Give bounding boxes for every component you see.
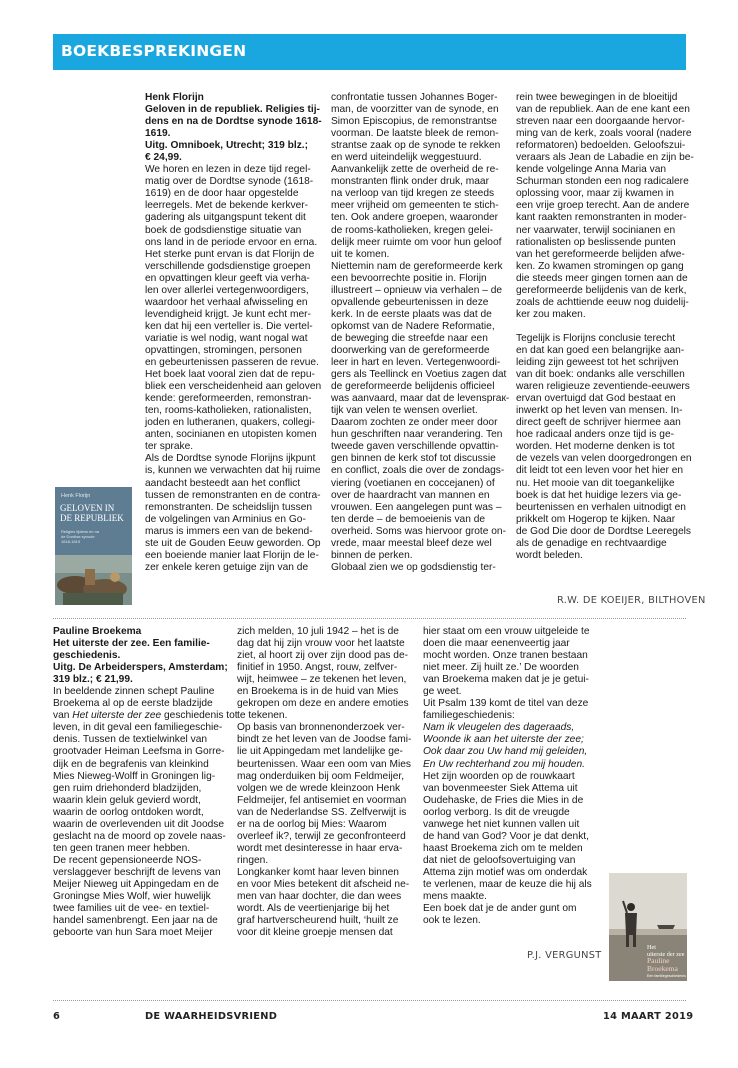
text-line: kende volgelinge Anna Maria van xyxy=(516,164,667,176)
text-line: denis. Tussen de textielwinkel van xyxy=(53,734,208,746)
text-line: gekropen om deze en andere emoties xyxy=(237,698,409,710)
text-line: wordt met desinteresse in haar erva- xyxy=(237,842,403,854)
cover-title xyxy=(60,503,124,523)
text-line: Broekema al op de eerste bladzijde xyxy=(53,698,213,710)
text-line: hier staat om een vrouw uitgeleide te xyxy=(423,626,590,637)
text-line: wordt. Als de veertienjarige bij het xyxy=(237,903,390,915)
text-line: remonstranten. De scheidslijn tussen xyxy=(145,501,313,513)
section-title: BOEKBESPREKINGEN xyxy=(61,42,247,60)
text-line: ker zou maken. xyxy=(516,308,586,320)
text-line: zer enkele keren getuige zijn van de xyxy=(145,561,309,573)
text-line: Schurman stonden een nog radicalere xyxy=(516,176,689,188)
text-line: de hand van God? Voor je dat denkt, xyxy=(423,830,589,842)
text-line: waarin klein geluk gevierd wordt, xyxy=(53,794,201,806)
text-line: Longkanker komt haar leven binnen xyxy=(237,866,399,878)
text-line: overleef ik?, terwijl ze geconfronteerd xyxy=(237,830,406,842)
text-line: de volgelingen van Arminius en Go- xyxy=(145,513,306,525)
text-line: ter sprake. xyxy=(145,441,194,453)
text-line: levendigheid krijgt. Je kunt echt mer- xyxy=(145,308,311,320)
text-line: Het sterke punt ervan is dat Florijn de xyxy=(145,248,315,260)
text-line: te tekenen. xyxy=(237,710,288,722)
text-line: Uit Psalm 139 komt de titel van deze xyxy=(423,698,589,710)
text-line: ken dat hij een verteller is. Die vertel- xyxy=(145,320,313,332)
text-line: tweede gaven verschillende opvattin- xyxy=(331,441,499,453)
text-line: een boeiende manier laat Florijn de le- xyxy=(145,549,319,561)
text-line: gen ruim driehonderd bladzijden, xyxy=(53,782,202,794)
text-line: nu. Het mooie van dit toegankelijke xyxy=(516,477,675,489)
text-line: gen binnen de kerk stof tot discussie xyxy=(331,453,496,465)
text-line: opkomst van de Nadere Reformatie, xyxy=(331,320,495,332)
text-line: mag onderduiken bij oom Feldmeijer, xyxy=(237,770,405,782)
text-line: Als de Dordtse synode Florijns ijkpunt xyxy=(145,453,316,465)
text-line: rationalisten op beslissende punten xyxy=(516,236,676,248)
text-line: Attema zijn motief was om onderdak xyxy=(423,866,588,878)
text-line: ten, rooms-katholieken, rationalisten, xyxy=(145,405,312,417)
text-line: doorwerking van de gereformeerde xyxy=(331,344,490,356)
text-line: Simon Episcopius, de remonstrantse xyxy=(331,116,497,128)
text-line: wijt, heimwee – ze tekenen het leven, xyxy=(237,674,407,686)
text-line: ons land in de periode ervoor en erna. xyxy=(145,236,318,248)
text-line: van de Nederlandse SS. Zelfverwijt is xyxy=(237,806,407,818)
text-line: een vrije groep terecht. Aan de andere xyxy=(516,200,690,212)
cover-author: Henk Florijn xyxy=(61,493,91,499)
text-line xyxy=(516,321,694,333)
text-line: dat niet de geloofsovertuiging van xyxy=(423,854,576,866)
text-line: de gereformeerde belijdenis officieel xyxy=(331,381,495,393)
text-line: dag dat hij zijn vrouw voor het laatste xyxy=(237,638,405,650)
review2-signature: P.J. VERGUNST xyxy=(527,950,602,961)
text-line: die steeds meer gingen tornen aan de xyxy=(516,272,688,284)
text-line: inwerkt op het leven van mensen. In- xyxy=(516,405,683,417)
text-line: Niettemin nam de gereformeerde kerk xyxy=(331,260,503,272)
text-line: ervan overtuigd dat God bestaat en xyxy=(516,393,676,405)
text-line: Het boek laat vooral zien dat de repu- xyxy=(145,369,315,381)
text-line: kant raakten remonstranten in moder- xyxy=(516,212,687,224)
text-line: hoe radicaal anders onze tijd is ge- xyxy=(516,429,675,441)
text-line: uit te komen. xyxy=(331,248,390,260)
text-line: joden en lutheranen, quakers, collegi- xyxy=(145,417,315,429)
text-line: geboorte van hun Sara moet Meijer xyxy=(53,927,213,939)
book-title-italic: Het uiterste der zee xyxy=(72,710,162,722)
text-line: boek is dat het huidige lezers via ge- xyxy=(516,489,682,501)
text-line: zoals de achttiende eeuw nog duidelij- xyxy=(516,296,689,308)
text-line: prikkelt om Hogerop te kijken. Naar xyxy=(516,513,676,525)
text-line: mocht worden. Onze tranen bestaan xyxy=(423,650,588,662)
text-line: waardoor het verhaal afwisseling en xyxy=(145,296,308,308)
text-line: dens en na de Dordtse synode 1618- xyxy=(145,116,322,128)
text-line: boek de godsdienstige situatie van xyxy=(145,224,302,236)
text-line: van Broekema maken dat je je getui- xyxy=(423,674,589,686)
text-line: handel samenbrengt. Een jaar na de xyxy=(53,915,218,927)
text-line: ken. Zo kwamen stromingen op gang xyxy=(516,260,684,272)
text-line: geslacht na de moord op zovele naas- xyxy=(53,830,226,842)
text-line: doen die maar eenenveertig jaar xyxy=(423,638,570,650)
text-line: en werd uiteindelijk weggestuurd. xyxy=(331,152,482,164)
text-line: anten, socinianen en utopisten komen xyxy=(145,429,317,441)
footer-divider xyxy=(53,1000,686,1001)
text-line: Mies Nieweg-Wolff in Groningen lig- xyxy=(53,770,216,782)
text-line: Geloven in de republiek. Religies tij- xyxy=(145,104,320,116)
text-line: en conflict, zoals die over de zondags- xyxy=(331,465,505,477)
text-line: Henk Florijn xyxy=(145,92,204,103)
text-line: ten. Ook andere groepen, waaronder xyxy=(331,212,499,224)
text-line: Globaal zien we op godsdienstig ter- xyxy=(331,561,496,573)
text-line: te verlenen, maar de keuze die hij als xyxy=(423,878,592,890)
text-line: volgen we de wrede kleinzoon Henk xyxy=(237,782,401,794)
cover-title-line-2: DE REPUBLIEK xyxy=(60,513,124,523)
text-line: leiding zijn geweest tot het schrijven xyxy=(516,357,679,369)
review1-column-2 xyxy=(331,92,509,574)
book-cover-het-uiterste-der-zee xyxy=(609,873,687,981)
text-line: en gebeurtenissen passeren de revue. xyxy=(145,357,319,369)
text-line: reformatoren) bedoelden. Geloofszui- xyxy=(516,140,686,152)
text-line: haast Broekema zich om te melden xyxy=(423,842,583,854)
text-line: voorman. De laatste bleek de remon- xyxy=(331,128,499,140)
text-line: ste uit de Gouden Eeuw geworden. Op xyxy=(145,537,321,549)
text-line: zich melden, 10 juli 1942 – het is de xyxy=(237,626,399,637)
text-line: verslaggever beschrijft de levens van xyxy=(53,866,221,878)
review2-column-1 xyxy=(53,626,238,939)
text-line: Woonde ik aan het uiterste der zee; xyxy=(423,734,584,746)
book-cover-geloven-in-de-republiek xyxy=(55,487,132,605)
text-line: de vezels van velen doorgedrongen en xyxy=(516,453,692,465)
cover-painting-illustration xyxy=(55,555,132,605)
text-line: en voor Mies betekent dit afscheid ne- xyxy=(237,878,410,890)
text-line: was aanvaard, maar dat de levenspraк- xyxy=(331,393,510,405)
text-line: waarin de oorlog ontdoken wordt, xyxy=(53,806,204,818)
text-line: vrede, maar meestal bleef deze wel xyxy=(331,537,492,549)
text-line: gers als Teellinck en Voetius zagen dat xyxy=(331,369,507,381)
text-line: Het uiterste der zee. Een familie- xyxy=(53,638,210,650)
text-line: Aanvankelijk zette de overheid de re- xyxy=(331,164,499,176)
text-line: ming van de kerk, zoals vooral (nadere xyxy=(516,128,692,140)
text-line: worden. Het moderne denken is tot xyxy=(516,441,675,453)
text-line: lie uit Appingedam met landelijke ge- xyxy=(237,746,403,758)
text-line: We horen en lezen in deze tijd regel- xyxy=(145,164,311,176)
text-line: voor dit kleine groepje mensen dat xyxy=(237,927,393,939)
text-line: over de haardracht van mannen en xyxy=(331,489,490,501)
text-line: de beweging die streefde naar een xyxy=(331,332,488,344)
review1-column-1 xyxy=(145,92,322,574)
text-line: aandacht besteedt aan het conflict xyxy=(145,477,301,489)
text-line: oorlog verborg. Is dit de vreugde xyxy=(423,806,570,818)
text-line: er na de oorlog bij Mies: Waarom xyxy=(237,818,387,830)
text-line: beurtenissen en verhalen uitnodigt en xyxy=(516,501,686,513)
text-line: leer in hart en leven. Vertegenwoordi- xyxy=(331,357,501,369)
text-line: en dat kan goed een belangrijke aan- xyxy=(516,344,685,356)
cover-subtitle: Religies tijdens en na de Dordtse synode 1618-1619 xyxy=(61,529,100,544)
publication-date: 14 MAART 2019 xyxy=(603,1011,694,1022)
review2-column-3 xyxy=(423,626,592,927)
text-line: En Uw rechterhand zou mij houden. xyxy=(423,758,585,770)
text-line: 1619. xyxy=(145,128,171,140)
text-line: Daarom zochten ze onder meer door xyxy=(331,417,498,429)
text-line: hun geschriften naar verandering. Ten xyxy=(331,429,503,441)
text-line: direct geeft de schrijver hiermee aan xyxy=(516,417,681,429)
publication-name: DE WAARHEIDSVRIEND xyxy=(145,1011,278,1022)
text-line: delijk meer ruimte om voor hun geloof xyxy=(331,236,502,248)
text-line: rein twee bewegingen in de bloeitijd xyxy=(516,92,678,103)
page-number: 6 xyxy=(53,1011,61,1022)
text-line: Oudehaske, de Fries die Mies in de xyxy=(423,794,584,806)
text-line: is, kunnen we verwachten dat hij ruime xyxy=(145,465,321,477)
text-line: dit leidt tot een leven voor het hier en xyxy=(516,465,684,477)
text-line: geschiedenis. xyxy=(53,650,121,662)
text-line: Meijer Nieweg uit Appingedam en de xyxy=(53,878,219,890)
text-line: strantse zaak op de synode te rekken xyxy=(331,140,501,152)
text-line: van de republiek. Aan de ene kant een xyxy=(516,104,690,116)
review2-column-2 xyxy=(237,626,411,939)
text-line: de God Die door de Dordtse Leeregels xyxy=(516,525,691,537)
cover-title: Het uiterste der zee xyxy=(647,944,685,958)
text-line: graf hartverscheurend huilt, ‘huilt ze xyxy=(237,915,399,927)
text-line: waarin de overlevenden uit dit Joodse xyxy=(53,818,225,830)
text-line: Feldmeijer, fel antisemiet en voorman xyxy=(237,794,407,806)
text-line: De recent gepensioneerde NOS- xyxy=(53,854,202,866)
text-line: na verloop van tijd kregen ze steeds xyxy=(331,188,495,200)
text-line: niet meer. Zij huilt ze.’ De woorden xyxy=(423,662,579,674)
text-line: een bevoorrechte positie in. Florijn xyxy=(331,272,487,284)
text-line: illustreert – opnieuw via verhalen – de xyxy=(331,284,503,296)
text-line: ner vaarwater, terwijl socinianen en xyxy=(516,224,676,236)
text-line: marus is immers een van de bekend- xyxy=(145,525,313,537)
text-line: ten geen tranen meer hebben. xyxy=(53,842,191,854)
text-line: In beeldende zinnen schept Pauline xyxy=(53,686,215,698)
text-line: Nam ik vleugelen des dageraads, xyxy=(423,722,575,734)
text-line: en Broekema is in de huid van Mies xyxy=(237,686,399,698)
text-line: confrontatie tussen Johannes Boger- xyxy=(331,92,498,103)
text-line: Pauline Broekema xyxy=(53,626,142,637)
text-line: matig over de Dordtse synode (1618- xyxy=(145,176,314,188)
cover-publisher-line: Een familiegeschiedenis xyxy=(647,974,686,978)
text-line: wordt beleden. xyxy=(516,549,583,561)
text-line: oplossing voor, maar zij kwamen in xyxy=(516,188,674,200)
text-line: meer vrijheid om gemeenten te stich- xyxy=(331,200,499,212)
review1-column-3 xyxy=(516,92,694,562)
text-line: van Het uiterste der zee geschiedenis tot xyxy=(53,710,238,722)
text-line: de rooms-katholieken, kregen gelei- xyxy=(331,224,493,236)
text-line: tussen de remonstranten en de contra- xyxy=(145,489,321,501)
text-line: waren religieuze zeventiende-eeuwers xyxy=(516,381,690,393)
text-line: ringen. xyxy=(237,854,269,866)
text-line: € 24,99. xyxy=(145,152,182,164)
text-line: overheid. Soms was hiervoor grote on- xyxy=(331,525,506,537)
text-line: monstranten flink onder druk, maar xyxy=(331,176,489,188)
text-line: leven, in dit geval een familiegeschie- xyxy=(53,722,223,734)
text-line: bliek een verscheidenheid aan geloven xyxy=(145,381,322,393)
text-line: Tegelijk is Florijns conclusie terecht xyxy=(516,332,676,344)
text-line: van het gereformeerde belijden afwe- xyxy=(516,248,685,260)
text-line: ook te lezen. xyxy=(423,915,481,927)
text-line: Het zijn woorden op de rouwkaart xyxy=(423,770,575,782)
text-line: opvallende gebeurtenissen in deze xyxy=(331,296,489,308)
text-line: viering (voetianen en coccejanen) of xyxy=(331,477,495,489)
text-line: gereformeerde belijdenis van de kerk, xyxy=(516,284,687,296)
text-line: variatie is wel nodig, want nogal wat xyxy=(145,332,308,344)
text-line: bindt ze het leven van de Joodse fami- xyxy=(237,734,412,746)
text-line: Ook daar zou Uw hand mij geleiden, xyxy=(423,746,588,758)
text-line: Groningse Mies Wolf, wier huwelijk xyxy=(53,891,211,903)
review1-signature: R.W. DE KOEIJER, BILTHOVEN xyxy=(557,595,706,606)
text-line: leerregels. Met de bekende kerkver- xyxy=(145,200,309,212)
text-line: ten derde – de bemoeienis van de xyxy=(331,513,486,525)
text-line: vrouwen. Een aangelegen punt was – xyxy=(331,501,502,513)
text-line: en opvattingen kleur geeft via verha- xyxy=(145,272,310,284)
review-divider xyxy=(53,618,686,619)
text-line: tijk van velen te wensen overliet. xyxy=(331,405,478,417)
text-line: 1619) en de door haar opgestelde xyxy=(145,188,299,200)
text-line: streven naar een doorgaande hervor- xyxy=(516,116,685,128)
text-line: grootvader Heiman Leefsma in Gorre- xyxy=(53,746,225,758)
cover-author: Pauline Broekema xyxy=(647,956,678,973)
text-line: Uitg. De Arbeiderspers, Amsterdam; xyxy=(53,662,228,674)
text-line: man, de voorzitter van de synode, en xyxy=(331,104,499,116)
text-line: als de genadige en rechtvaardige xyxy=(516,537,667,549)
text-line: vanwege het niet kunnen vallen uit xyxy=(423,818,580,830)
text-line: beurtenissen. Waar een oom van Mies xyxy=(237,758,412,770)
cover-title-line-1: GELOVEN IN xyxy=(60,503,115,513)
text-line: ziet, al hoort zij over zijn dood pas de- xyxy=(237,650,409,662)
text-line: van dit boek: ondanks alle verschillen xyxy=(516,369,685,381)
text-line: verschillende godsdienstige groepen xyxy=(145,260,311,272)
text-line: twee families uit de vee- en textiel- xyxy=(53,903,210,915)
text-line: finitief in 1950. Angst, rouw, zelfver- xyxy=(237,662,398,674)
text-line: Op basis van bronnenonderzoek ver- xyxy=(237,722,405,734)
text-line: len over allerlei vertegenwoordigers, xyxy=(145,284,309,296)
text-line: kende: gereformeerden, remonstran- xyxy=(145,393,312,405)
text-line: ge weet. xyxy=(423,686,462,698)
text-line: kerk. In de eerste plaats was dat de xyxy=(331,308,492,320)
text-line: van bovenmeester Siek Attema uit xyxy=(423,782,578,794)
text-line: familiegeschiedenis: xyxy=(423,710,515,722)
text-line: Een boek dat je de ander gunt om xyxy=(423,903,577,915)
text-line: dijk en de begrafenis van kleinkind xyxy=(53,758,209,770)
text-line: Uitg. Omniboek, Utrecht; 319 blz.; xyxy=(145,140,309,152)
text-line: mens maakte. xyxy=(423,891,487,903)
text-line: opvattingen, stromingen, personen xyxy=(145,344,302,356)
text-line: veraars als Jean de Labadie en zijn be- xyxy=(516,152,694,164)
text-line: binnen de perken. xyxy=(331,549,413,561)
text-line: gadering als uitgangspunt tekent dit xyxy=(145,212,306,224)
text-line: 319 blz.; € 21,99. xyxy=(53,674,133,686)
text-line: men van haar dochter, die dan wees xyxy=(237,891,402,903)
